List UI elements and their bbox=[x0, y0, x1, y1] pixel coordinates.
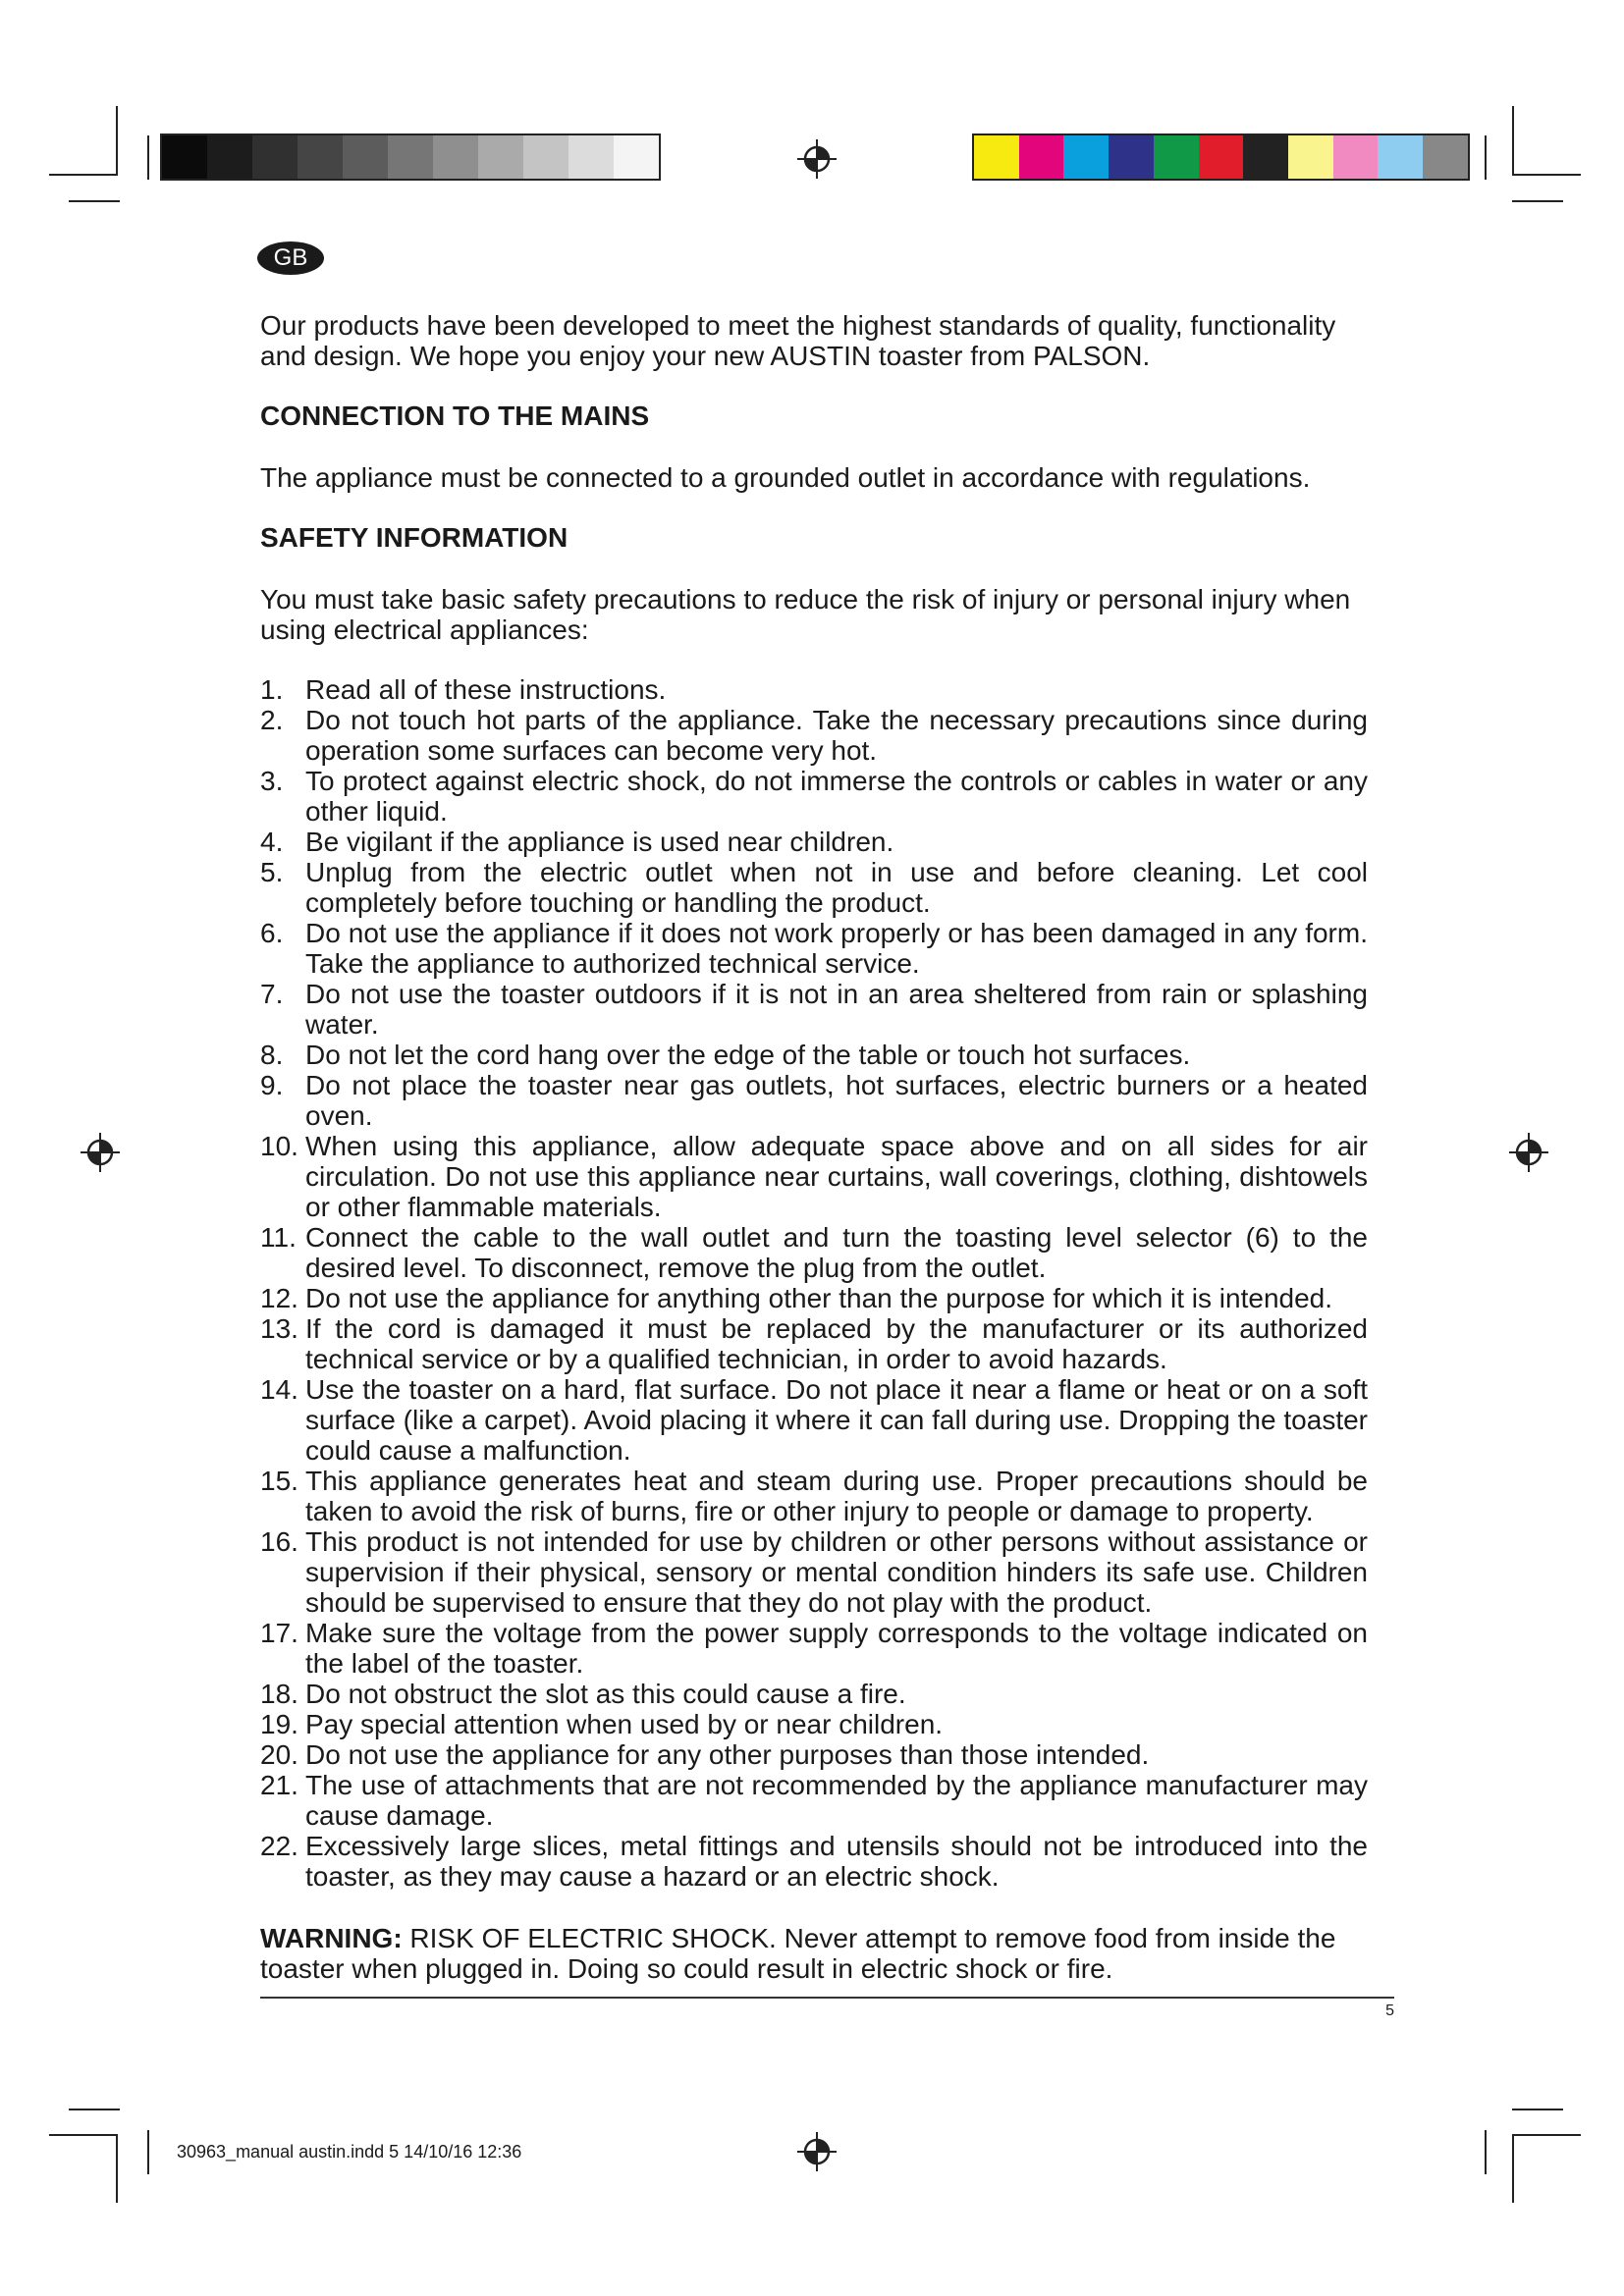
crop-mark bbox=[69, 2109, 120, 2110]
list-item bbox=[260, 1770, 1368, 1831]
list-item-number: 4. bbox=[260, 827, 284, 857]
crop-mark bbox=[49, 2134, 118, 2136]
list-item-text: Excessively large slices, metal fittings and utensils should not be introduced into the toaster, as they may cause a hazard or an electric shock. bbox=[305, 1831, 1368, 1892]
calibration-swatch bbox=[252, 135, 298, 179]
calibration-swatch bbox=[568, 135, 614, 179]
list-item-number: 16. bbox=[260, 1526, 298, 1557]
calibration-swatch bbox=[1063, 135, 1109, 179]
warning-paragraph bbox=[260, 1923, 1368, 1984]
safety-intro-paragraph: You must take basic safety precautions to reduce the risk of injury or personal injury when using electrical appliances: bbox=[260, 584, 1351, 645]
calibration-swatch bbox=[1243, 135, 1288, 179]
list-item bbox=[260, 1679, 1368, 1709]
list-item-number: 20. bbox=[260, 1739, 298, 1770]
crop-mark bbox=[1485, 2130, 1487, 2174]
connection-paragraph: The appliance must be connected to a grounded outlet in accordance with regulations. bbox=[260, 462, 1311, 493]
list-item-text: Pay special attention when used by or near children. bbox=[305, 1709, 944, 1739]
calibration-swatch bbox=[614, 135, 659, 179]
list-item-text: Be vigilant if the appliance is used near children. bbox=[305, 827, 894, 857]
safety-instructions-list bbox=[260, 674, 1368, 1892]
crop-mark bbox=[116, 106, 118, 175]
calibration-swatch bbox=[1109, 135, 1154, 179]
list-item-text: When using this appliance, allow adequate space above and on all sides for air circulation. Do not use this appliance near curtains, wall coverings, clothing, dishtowels or other flammable materials. bbox=[305, 1131, 1368, 1222]
footer-rule bbox=[260, 1997, 1394, 1999]
calibration-swatch bbox=[1154, 135, 1199, 179]
list-item bbox=[260, 1466, 1368, 1526]
crop-mark bbox=[1485, 135, 1487, 180]
list-item-number: 13. bbox=[260, 1313, 298, 1344]
list-item bbox=[260, 1618, 1368, 1679]
list-item-number: 10. bbox=[260, 1131, 298, 1161]
calibration-swatch bbox=[1199, 135, 1244, 179]
list-item bbox=[260, 1131, 1368, 1222]
list-item-number: 1. bbox=[260, 674, 284, 705]
list-item-number: 8. bbox=[260, 1040, 284, 1070]
list-item bbox=[260, 1831, 1368, 1892]
calibration-swatch bbox=[523, 135, 568, 179]
list-item-text: Do not touch hot parts of the appliance. Take the necessary precautions since during operation some surfaces can become very hot. bbox=[305, 705, 1368, 766]
list-item-text: Do not place the toaster near gas outlets, hot surfaces, electric burners or a heated oven. bbox=[305, 1070, 1368, 1131]
calibration-swatch bbox=[1378, 135, 1423, 179]
list-item-text: Do not use the appliance for anything other than the purpose for which it is intended. bbox=[305, 1283, 1333, 1313]
page-number: 5 bbox=[1385, 2002, 1394, 2019]
calibration-swatch bbox=[343, 135, 388, 179]
registration-mark-icon bbox=[81, 1133, 120, 1172]
list-item bbox=[260, 979, 1368, 1040]
calibration-swatch bbox=[1288, 135, 1333, 179]
document-body bbox=[260, 310, 1368, 1984]
list-item-text: Do not let the cord hang over the edge of the table or touch hot surfaces. bbox=[305, 1040, 1191, 1070]
list-item-number: 18. bbox=[260, 1679, 298, 1709]
list-item-text: This appliance generates heat and steam during use. Proper precautions should be taken to avoid the risk of burns, fire or other injury to people or damage to property. bbox=[305, 1466, 1368, 1526]
crop-mark bbox=[1512, 2109, 1563, 2110]
list-item bbox=[260, 1283, 1368, 1313]
print-slug-line: 30963_manual austin.indd 5 14/10/16 12:36 bbox=[177, 2142, 522, 2162]
list-item-number: 22. bbox=[260, 1831, 298, 1861]
list-item-number: 17. bbox=[260, 1618, 298, 1648]
crop-mark bbox=[1512, 2134, 1581, 2136]
list-item-text: Unplug from the electric outlet when not in use and before cleaning. Let cool completely before touching or handling the product. bbox=[305, 857, 1368, 918]
list-item-number: 15. bbox=[260, 1466, 298, 1496]
list-item-number: 11. bbox=[260, 1222, 297, 1253]
grayscale-calibration-bar bbox=[160, 133, 661, 181]
list-item bbox=[260, 674, 1368, 705]
list-item-number: 6. bbox=[260, 918, 284, 948]
list-item-text: The use of attachments that are not recommended by the appliance manufacturer may cause damage. bbox=[305, 1770, 1368, 1831]
list-item-text: To protect against electric shock, do not immerse the controls or cables in water or any other liquid. bbox=[305, 766, 1368, 827]
list-item-text: Connect the cable to the wall outlet and turn the toasting level selector (6) to the desired level. To disconnect, remove the plug from the outlet. bbox=[305, 1222, 1368, 1283]
calibration-swatch bbox=[207, 135, 252, 179]
list-item-number: 12. bbox=[260, 1283, 298, 1313]
list-item bbox=[260, 1040, 1368, 1070]
calibration-swatch bbox=[478, 135, 523, 179]
connection-heading: CONNECTION TO THE MAINS bbox=[260, 400, 650, 431]
calibration-swatch bbox=[162, 135, 207, 179]
calibration-swatch bbox=[1019, 135, 1064, 179]
calibration-swatch bbox=[433, 135, 478, 179]
crop-mark bbox=[147, 2130, 149, 2174]
registration-mark-icon bbox=[1509, 1133, 1548, 1172]
list-item-number: 14. bbox=[260, 1374, 298, 1405]
crop-mark bbox=[147, 135, 149, 180]
list-item-text: Do not obstruct the slot as this could cause a fire. bbox=[305, 1679, 906, 1709]
list-item bbox=[260, 827, 1368, 857]
list-item-text: Do not use the appliance if it does not work properly or has been damaged in any form. Take the appliance to authorized technical service. bbox=[305, 918, 1368, 979]
list-item bbox=[260, 705, 1368, 766]
warning-label: WARNING: bbox=[260, 1923, 403, 1953]
calibration-swatch bbox=[974, 135, 1019, 179]
calibration-swatch bbox=[1423, 135, 1468, 179]
safety-heading: SAFETY INFORMATION bbox=[260, 522, 568, 553]
crop-mark bbox=[69, 200, 120, 202]
registration-mark-icon bbox=[797, 2132, 837, 2171]
list-item bbox=[260, 1374, 1368, 1466]
list-item-number: 21. bbox=[260, 1770, 298, 1800]
calibration-swatch bbox=[1333, 135, 1379, 179]
list-item bbox=[260, 1739, 1368, 1770]
list-item bbox=[260, 918, 1368, 979]
list-item bbox=[260, 1526, 1368, 1618]
list-item bbox=[260, 1709, 1368, 1739]
color-calibration-bar bbox=[972, 133, 1470, 181]
list-item-number: 5. bbox=[260, 857, 284, 887]
crop-mark bbox=[1512, 2134, 1514, 2203]
list-item-text: Use the toaster on a hard, flat surface. Do not place it near a flame or heat or on a soft surface (like a carpet). Avoid placing it where it can fall during use. Dropping the toaster could cause a malfunction. bbox=[305, 1374, 1368, 1466]
list-item bbox=[260, 766, 1368, 827]
registration-mark-icon bbox=[797, 139, 837, 179]
list-item bbox=[260, 1222, 1368, 1283]
list-item bbox=[260, 1313, 1368, 1374]
list-item-number: 7. bbox=[260, 979, 284, 1009]
list-item-text: Do not use the appliance for any other purposes than those intended. bbox=[305, 1739, 1150, 1770]
list-item-number: 3. bbox=[260, 766, 284, 796]
list-item bbox=[260, 1070, 1368, 1131]
language-badge: GB bbox=[257, 241, 324, 275]
calibration-swatch bbox=[298, 135, 343, 179]
list-item-number: 9. bbox=[260, 1070, 284, 1100]
list-item bbox=[260, 857, 1368, 918]
intro-paragraph: Our products have been developed to meet the highest standards of quality, functionality and design. We hope you enjoy your new AUSTIN toaster from PALSON. bbox=[260, 310, 1336, 371]
list-item-number: 2. bbox=[260, 705, 284, 735]
list-item-number: 19. bbox=[260, 1709, 298, 1739]
crop-mark bbox=[49, 174, 118, 176]
list-item-text: Make sure the voltage from the power supply corresponds to the voltage indicated on the label of the toaster. bbox=[305, 1618, 1368, 1679]
list-item-text: Do not use the toaster outdoors if it is not in an area sheltered from rain or splashing water. bbox=[305, 979, 1368, 1040]
list-item-text: This product is not intended for use by children or other persons without assistance or supervision if their physical, sensory or mental condition hinders its safe use. Children should be supervised to ensure that they do not play with the product. bbox=[305, 1526, 1368, 1618]
warning-text: RISK OF ELECTRIC SHOCK. Never attempt to remove food from inside the toaster when plugged in. Doing so could result in electric shock or fire. bbox=[260, 1923, 1336, 1984]
calibration-swatch bbox=[388, 135, 433, 179]
crop-mark bbox=[1512, 200, 1563, 202]
list-item-text: Read all of these instructions. bbox=[305, 674, 667, 705]
crop-mark bbox=[116, 2134, 118, 2203]
crop-mark bbox=[1512, 106, 1514, 175]
crop-mark bbox=[1512, 174, 1581, 176]
list-item-text: If the cord is damaged it must be replaced by the manufacturer or its authorized technical service or by a qualified technician, in order to avoid hazards. bbox=[305, 1313, 1368, 1374]
